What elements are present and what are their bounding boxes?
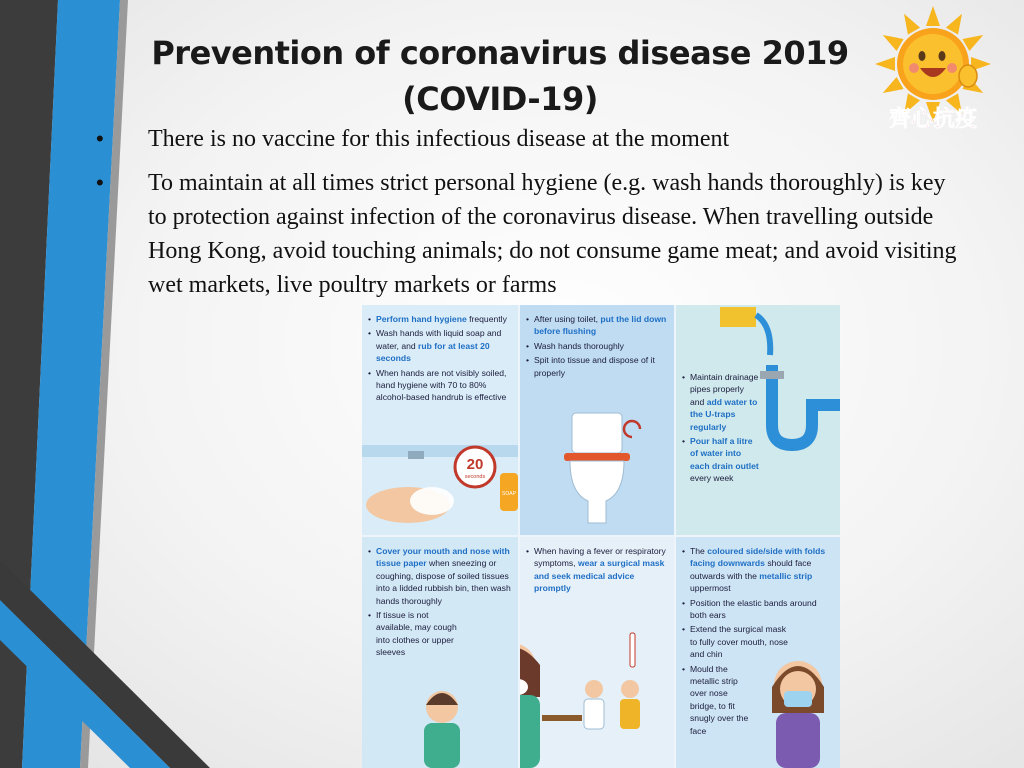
- text: when sneezing or coughing, dispose of soiled tissues into a lidded rubbish bin, then wash hands thoroughly: [376, 558, 511, 606]
- panel4-item: [368, 609, 464, 659]
- panel-drainage: [676, 305, 840, 535]
- panel-hand-hygiene: [362, 305, 518, 535]
- panel-cover-mouth: [362, 537, 518, 768]
- doctor-desk: [542, 715, 582, 721]
- logo-chinese-text: 齊心抗疫: [888, 107, 978, 132]
- text: frequently: [466, 314, 507, 324]
- toilet-bowl: [570, 461, 624, 523]
- thumbs-up-hand: [959, 65, 977, 87]
- text: Mould the metallic strip over nose bridge, to fit snugly over the face: [690, 663, 749, 736]
- flush-arrow-icon: [624, 421, 640, 437]
- panel4-item: [368, 545, 514, 607]
- soap-label: SOAP: [502, 491, 516, 497]
- text: Wash hands with liquid soap and water, and: [376, 328, 502, 351]
- panel1-item: [368, 327, 514, 364]
- right-eye: [939, 51, 946, 61]
- panel6-item: [682, 597, 834, 622]
- text: Spit into tissue and dispose of it properly: [534, 355, 655, 378]
- text: Extend the surgical mask to fully cover mouth, nose and chin: [690, 624, 788, 660]
- pipe-joint: [760, 371, 784, 379]
- panel-toilet-hygiene: [520, 305, 674, 535]
- toilet-tank: [572, 413, 622, 453]
- thermometer: [630, 633, 635, 667]
- child-hair: [426, 693, 458, 705]
- timer-number: 20: [466, 456, 484, 473]
- panel2-item: [526, 340, 670, 352]
- panel3-text: [682, 371, 760, 487]
- text: Wash hands thoroughly: [534, 340, 624, 351]
- panel5-text: [526, 545, 670, 597]
- highlight: wear a surgical mask and seek medical advice promptly: [534, 558, 665, 594]
- right-cheek: [947, 63, 957, 73]
- panel4-text: [368, 545, 514, 661]
- child-body: [424, 723, 460, 768]
- timer-unit: seconds: [464, 474, 486, 480]
- panel1-text: [368, 313, 514, 406]
- text: every week: [690, 473, 734, 484]
- panel2-text: [526, 313, 670, 381]
- text: After using toilet,: [534, 314, 601, 324]
- text: If tissue is not available, may cough into clothes or upper sleeves: [376, 610, 457, 658]
- title-line-1: Prevention of coronavirus disease 2019: [151, 34, 849, 72]
- water-stream: [756, 315, 770, 355]
- bullet-dot: •: [96, 126, 104, 151]
- panel6-item: [682, 663, 756, 737]
- sun-mascot-logo: [868, 4, 998, 134]
- text: uppermost: [690, 583, 731, 594]
- text: The: [690, 546, 708, 556]
- panel-wear-mask: [676, 537, 840, 768]
- patient-head: [621, 680, 639, 698]
- panel3-item: [682, 435, 760, 485]
- highlight: rub for at least 20 seconds: [376, 340, 490, 364]
- doctor-coat: [584, 699, 604, 729]
- panel6-text: [682, 545, 834, 739]
- panel2-item: [526, 354, 670, 379]
- highlight: Perform hand hygiene: [376, 314, 467, 324]
- panel2-item: [526, 313, 670, 338]
- highlight: add water to the U-traps regularly: [690, 396, 758, 432]
- highlight: put the lid down before flushing: [534, 314, 667, 337]
- highlight: Cover your mouth and nose with tissue paper: [376, 546, 510, 569]
- sink-counter: [362, 445, 518, 457]
- panel3-item: [682, 371, 760, 433]
- text: Maintain drainage pipes properly and: [690, 372, 759, 407]
- bullet-item: [96, 166, 986, 302]
- bullet-list: [96, 122, 986, 312]
- text: When hands are not visibly soiled, hand hygiene with 70 to 80% alcohol-based handrub is effective: [376, 367, 507, 403]
- panel1-item: [368, 313, 514, 325]
- bullet-text-no-vaccine: There is no vaccine for this infectious disease at the moment: [148, 126, 730, 152]
- doctor-head: [585, 680, 603, 698]
- patient-body: [620, 699, 640, 729]
- water-jug: [720, 307, 756, 327]
- toilet-lid: [564, 453, 630, 461]
- left-eye: [919, 51, 926, 61]
- prevention-infographic: [362, 305, 840, 768]
- panel6-item: [682, 545, 834, 595]
- bullet-text-hygiene: To maintain at all times strict personal hygiene (e.g. wash hands thoroughly) is key to protection against infection of the coronavirus disease. When travelling outside Hong Kong, avoid touching animals; do not consume game meat; and avoid visiting wet markets, live poultry markets or farms: [148, 170, 957, 298]
- highlight: Pour half a litre of water into each drain outlet: [690, 436, 759, 471]
- text: When having a fever or respiratory symptoms,: [534, 546, 666, 569]
- panel5-item: [526, 545, 670, 595]
- woman-body: [520, 695, 540, 768]
- slide-title: [120, 30, 880, 122]
- bullet-dot: •: [96, 170, 104, 195]
- highlight: coloured side/side with folds facing downwards: [690, 546, 826, 569]
- bullet-item: [96, 122, 986, 156]
- panel1-item: [368, 367, 514, 404]
- text: should face outwards with the: [690, 558, 812, 581]
- text: Position the elastic bands around both ears: [690, 597, 817, 621]
- left-cheek: [909, 63, 919, 73]
- highlight: metallic strip: [759, 570, 813, 581]
- tap: [408, 451, 424, 459]
- soap-lather: [410, 487, 454, 515]
- title-line-2: (COVID-19): [402, 80, 598, 118]
- panel-seek-medical-advice: [520, 537, 674, 768]
- panel6-item: [682, 623, 790, 660]
